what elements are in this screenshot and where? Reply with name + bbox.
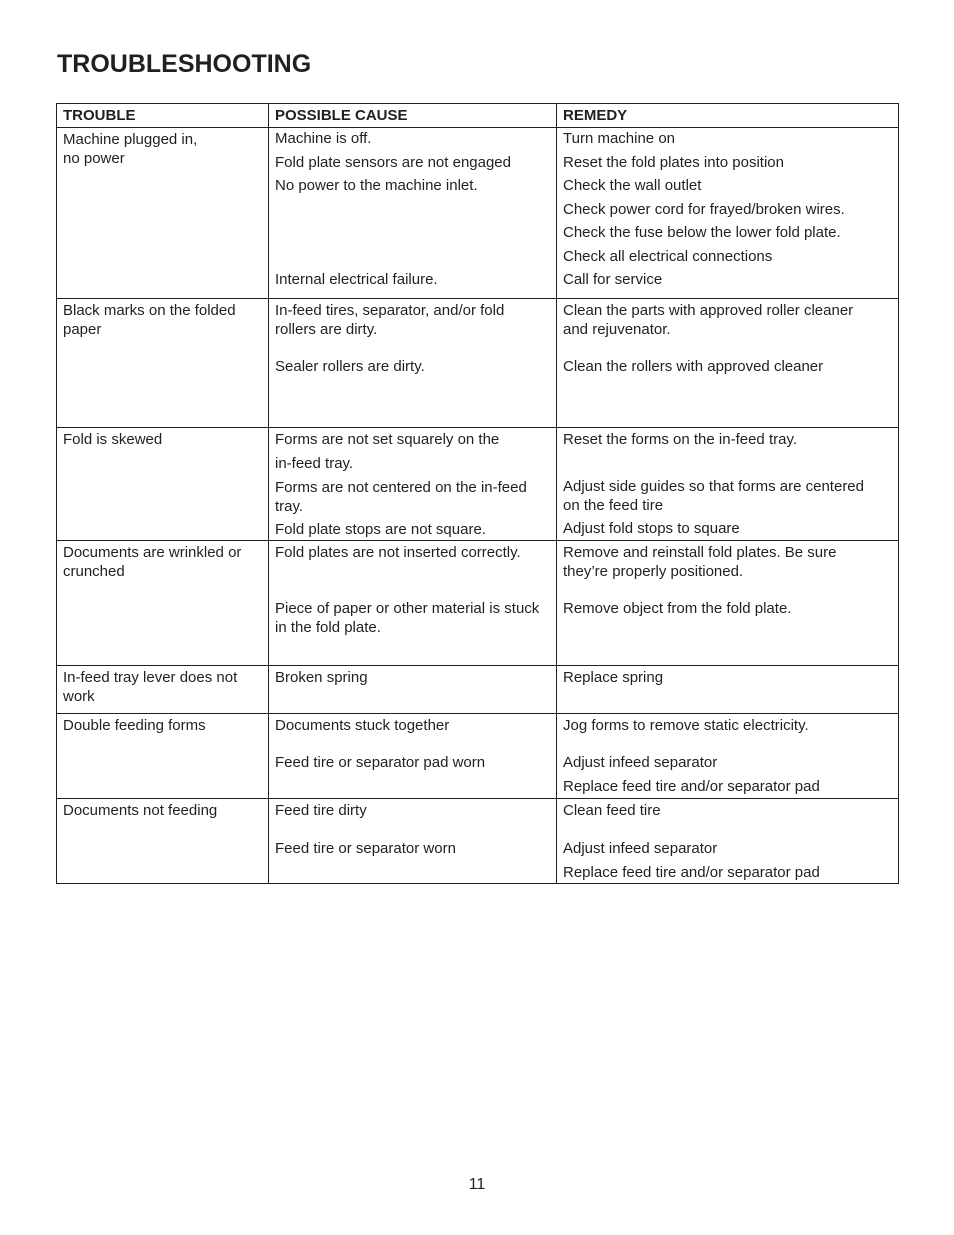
trouble-text: Documents are wrinkled or (63, 544, 242, 561)
cause-text: in-feed tray. (275, 455, 354, 472)
remedy-text: Call for service (563, 271, 663, 288)
trouble-text: In-feed tray lever does not (63, 669, 238, 686)
page-title: TROUBLESHOOTING (57, 50, 312, 78)
trouble-cell (57, 799, 269, 884)
remedy-cell (557, 299, 899, 428)
cause-text: Fold plates are not inserted correctly. (275, 544, 521, 561)
remedy-text: Remove and reinstall fold plates. Be sure (563, 544, 837, 561)
table-row (57, 666, 899, 714)
table-header-row (57, 104, 899, 128)
remedy-text: Jog forms to remove static electricity. (563, 717, 809, 734)
cause-cell (269, 128, 557, 299)
cause-cell (269, 299, 557, 428)
remedy-cell (557, 666, 899, 714)
trouble-text: work (63, 688, 95, 705)
cause-cell (269, 714, 557, 799)
cause-text: No power to the machine inlet. (275, 177, 478, 194)
cause-spacer (275, 201, 550, 219)
cause-text: Internal electrical failure. (275, 271, 438, 288)
cause-cell (269, 799, 557, 884)
cause-text: Feed tire or separator worn (275, 840, 456, 857)
remedy-text: Reset the forms on the in-feed tray. (563, 431, 798, 448)
cause-text: Sealer rollers are dirty. (275, 358, 425, 375)
remedy-text: Adjust side guides so that forms are centered (563, 478, 864, 495)
cause-spacer (275, 248, 550, 266)
cause-text: Fold plate sensors are not engaged (275, 153, 511, 171)
remedy-cell (557, 541, 899, 666)
table-row (57, 799, 899, 884)
cause-text: Piece of paper or other material is stuck (275, 600, 540, 617)
remedy-text: on the feed tire (563, 497, 664, 514)
remedy-text: Clean the rollers with approved cleaner (563, 358, 824, 375)
cause-cell (269, 541, 557, 666)
trouble-text: Documents not feeding (63, 802, 218, 819)
remedy-text: Remove object from the fold plate. (563, 600, 792, 617)
trouble-text: Fold is skewed (63, 431, 163, 448)
cause-text: Fold plate stops are not square. (275, 521, 486, 538)
cause-cell (269, 428, 557, 541)
remedy-text: they’re properly positioned. (563, 563, 744, 580)
remedy-cell (557, 714, 899, 799)
remedy-cell (557, 799, 899, 884)
table-row (57, 428, 899, 541)
table-row (57, 541, 899, 666)
page-number: 11 (468, 1176, 486, 1193)
trouble-text: Black marks on the folded (63, 302, 236, 319)
remedy-text: Clean the parts with approved roller cleaner (563, 302, 854, 319)
trouble-cell (57, 666, 269, 714)
table-row (57, 714, 899, 799)
table-row (57, 299, 899, 428)
cause-text: in the fold plate. (275, 619, 381, 636)
trouble-cell (57, 541, 269, 666)
cause-text: Machine is off. (275, 130, 372, 147)
cause-text: tray. (275, 498, 304, 515)
cause-text: Forms are not set squarely on the (275, 431, 500, 448)
cause-text: Forms are not centered on the in-feed (275, 479, 527, 496)
remedy-text: Check all electrical connections (563, 247, 773, 265)
header-trouble: TROUBLE (57, 104, 269, 128)
trouble-cell (57, 714, 269, 799)
remedy-text: Replace feed tire and/or separator pad (563, 778, 820, 795)
trouble-text: no power (63, 150, 125, 167)
header-remedy: REMEDY (557, 104, 899, 128)
remedy-text: Adjust infeed separator (563, 840, 718, 857)
remedy-text: Replace spring (563, 669, 664, 686)
remedy-cell (557, 128, 899, 299)
cause-text: Broken spring (275, 669, 368, 686)
header-possible-cause: POSSIBLE CAUSE (269, 104, 557, 128)
trouble-text: Double feeding forms (63, 717, 206, 734)
trouble-cell (57, 428, 269, 541)
cause-text: Documents stuck together (275, 717, 450, 734)
remedy-text: Turn machine on (563, 130, 676, 147)
troubleshooting-table (56, 103, 899, 884)
remedy-text: Adjust fold stops to square (563, 520, 740, 537)
remedy-text: Reset the fold plates into position (563, 153, 784, 171)
cause-text: Feed tire dirty (275, 802, 367, 819)
trouble-text: crunched (63, 563, 125, 580)
cause-cell (269, 666, 557, 714)
trouble-text: Machine plugged in, (63, 131, 198, 148)
remedy-cell (557, 428, 899, 541)
remedy-text: Check power cord for frayed/broken wires. (563, 200, 845, 218)
remedy-text: Adjust infeed separator (563, 754, 718, 771)
cause-text: rollers are dirty. (275, 321, 378, 338)
remedy-text: and rejuvenator. (563, 321, 671, 338)
remedy-text: Check the fuse below the lower fold plate. (563, 224, 841, 241)
remedy-text: Clean feed tire (563, 802, 661, 819)
remedy-text: Replace feed tire and/or separator pad (563, 864, 820, 881)
cause-spacer (275, 224, 550, 242)
trouble-text: paper (63, 321, 102, 338)
remedy-text: Check the wall outlet (563, 177, 702, 194)
cause-text: Feed tire or separator pad worn (275, 754, 486, 771)
cause-text: In-feed tires, separator, and/or fold (275, 302, 505, 319)
trouble-cell (57, 299, 269, 428)
trouble-cell (57, 128, 269, 299)
table-row (57, 128, 899, 299)
